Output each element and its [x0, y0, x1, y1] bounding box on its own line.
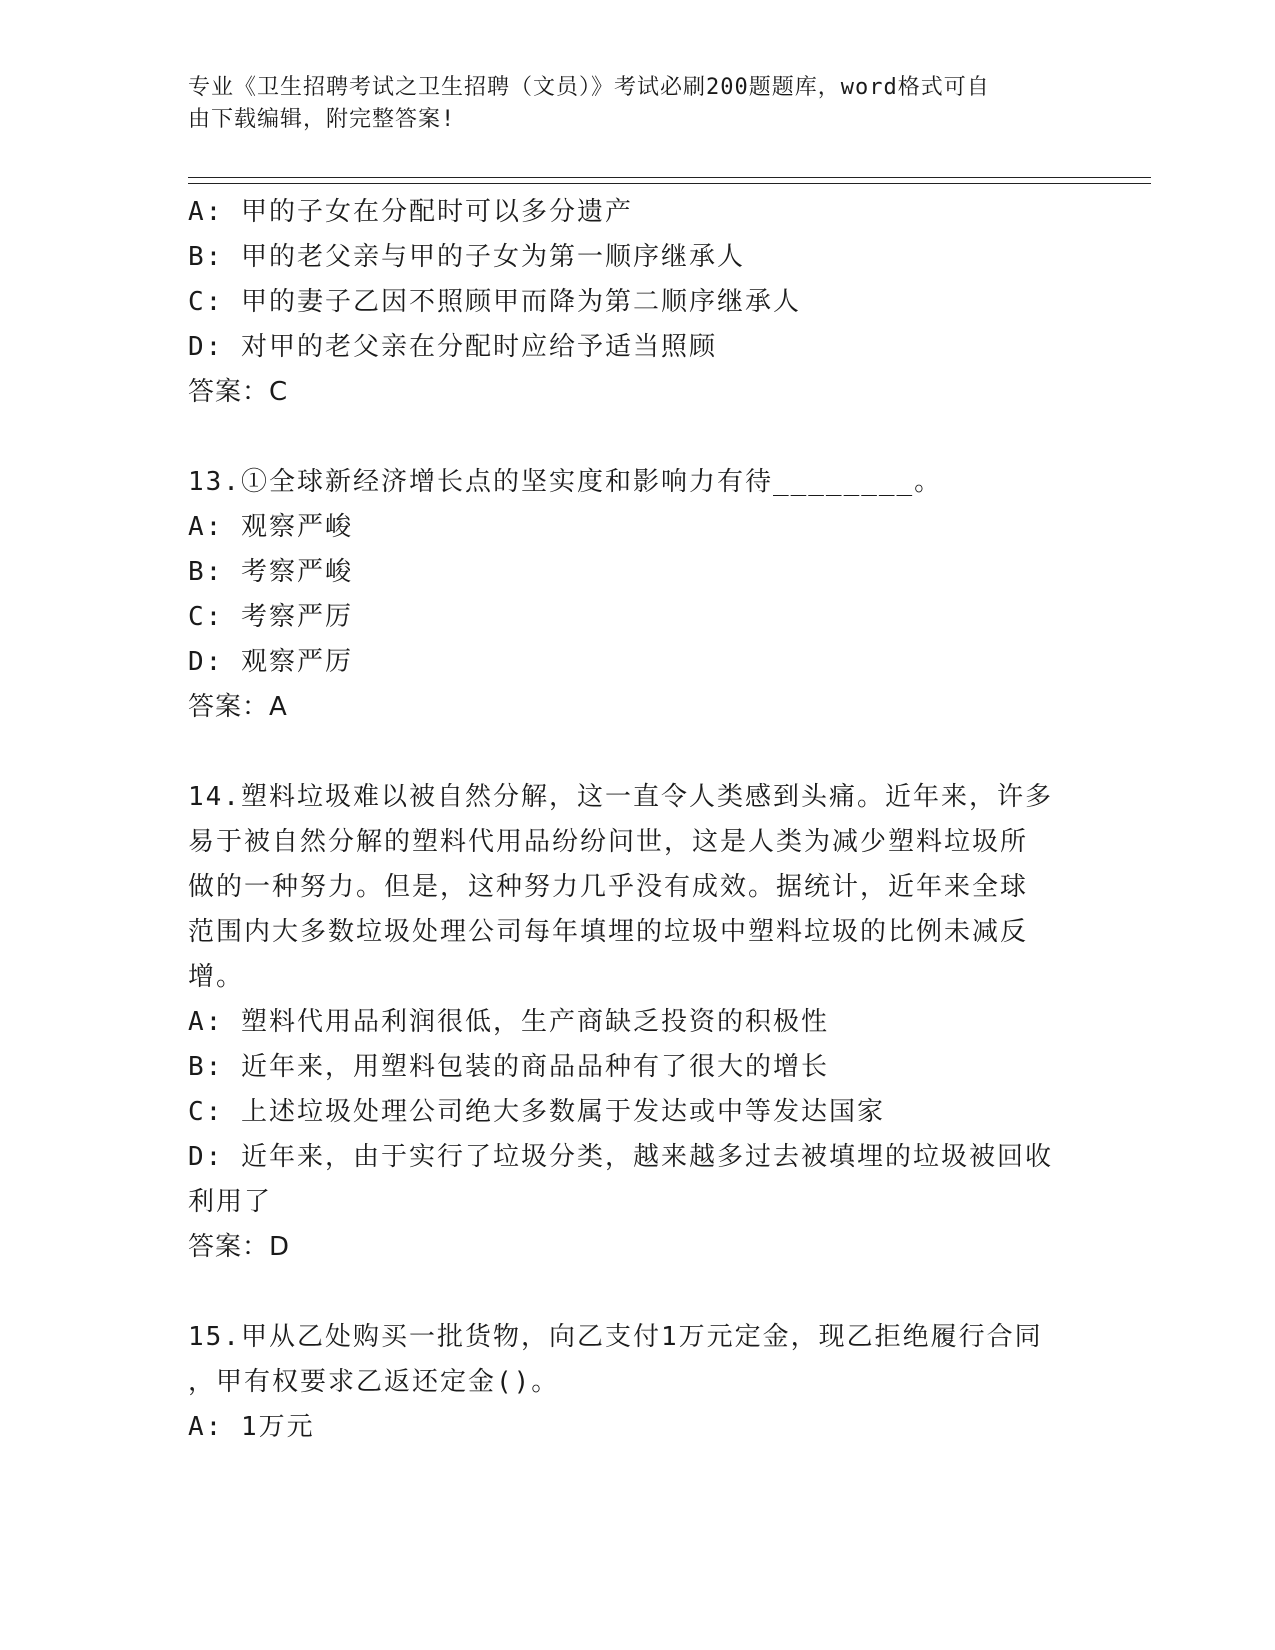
option-a: A: 1万元 [188, 1412, 315, 1442]
question-stem-line: 增。 [188, 962, 245, 992]
header-line-2: 由下载编辑，附完整答案! [188, 107, 456, 132]
question-list [188, 190, 1088, 1450]
answer-line: 答案：A [188, 692, 288, 722]
option-c: C: 考察严厉 [188, 602, 353, 632]
answer-line: 答案：C [188, 377, 289, 407]
option-d: D: 对甲的老父亲在分配时应给予适当照顾 [188, 332, 717, 362]
option-c: C: 甲的妻子乙因不照顾甲而降为第二顺序继承人 [188, 287, 801, 317]
option-b: B: 近年来，用塑料包装的商品品种有了很大的增长 [188, 1052, 829, 1082]
question-12 [188, 190, 1088, 415]
option-d-line: D: 近年来，由于实行了垃圾分类，越来越多过去被填埋的垃圾被回收 [188, 1142, 1053, 1172]
question-14 [188, 775, 1088, 1270]
question-13 [188, 460, 1088, 730]
option-b: B: 甲的老父亲与甲的子女为第一顺序继承人 [188, 242, 745, 272]
header-divider-top [188, 177, 1151, 178]
question-stem: 13.①全球新经济增长点的坚实度和影响力有待________。 [188, 467, 943, 497]
question-stem-line: ，甲有权要求乙返还定金()。 [188, 1367, 560, 1397]
question-stem-line: 范围内大多数垃圾处理公司每年填埋的垃圾中塑料垃圾的比例未减反 [188, 917, 1029, 947]
question-stem-line: 14.塑料垃圾难以被自然分解，这一直令人类感到头痛。近年来，许多 [188, 782, 1053, 812]
option-b: B: 考察严峻 [188, 557, 353, 587]
answer-line: 答案：D [188, 1232, 291, 1262]
option-a: A: 甲的子女在分配时可以多分遗产 [188, 197, 633, 227]
question-stem-line: 做的一种努力。但是，这种努力几乎没有成效。据统计，近年来全球 [188, 872, 1029, 902]
header-divider-bottom [188, 183, 1151, 184]
option-a: A: 塑料代用品利润很低，生产商缺乏投资的积极性 [188, 1007, 829, 1037]
option-d: D: 观察严厉 [188, 647, 353, 677]
option-a: A: 观察严峻 [188, 512, 353, 542]
question-15 [188, 1315, 1088, 1450]
question-stem-line: 15.甲从乙处购买一批货物，向乙支付1万元定金，现乙拒绝履行合同 [188, 1322, 1043, 1352]
option-c: C: 上述垃圾处理公司绝大多数属于发达或中等发达国家 [188, 1097, 885, 1127]
document-header [188, 72, 1068, 136]
header-line-1: 专业《卫生招聘考试之卫生招聘（文员）》考试必刷200题题库，word格式可自 [188, 75, 990, 100]
question-stem-line: 易于被自然分解的塑料代用品纷纷问世，这是人类为减少塑料垃圾所 [188, 827, 1029, 857]
option-d-line: 利用了 [188, 1187, 273, 1217]
